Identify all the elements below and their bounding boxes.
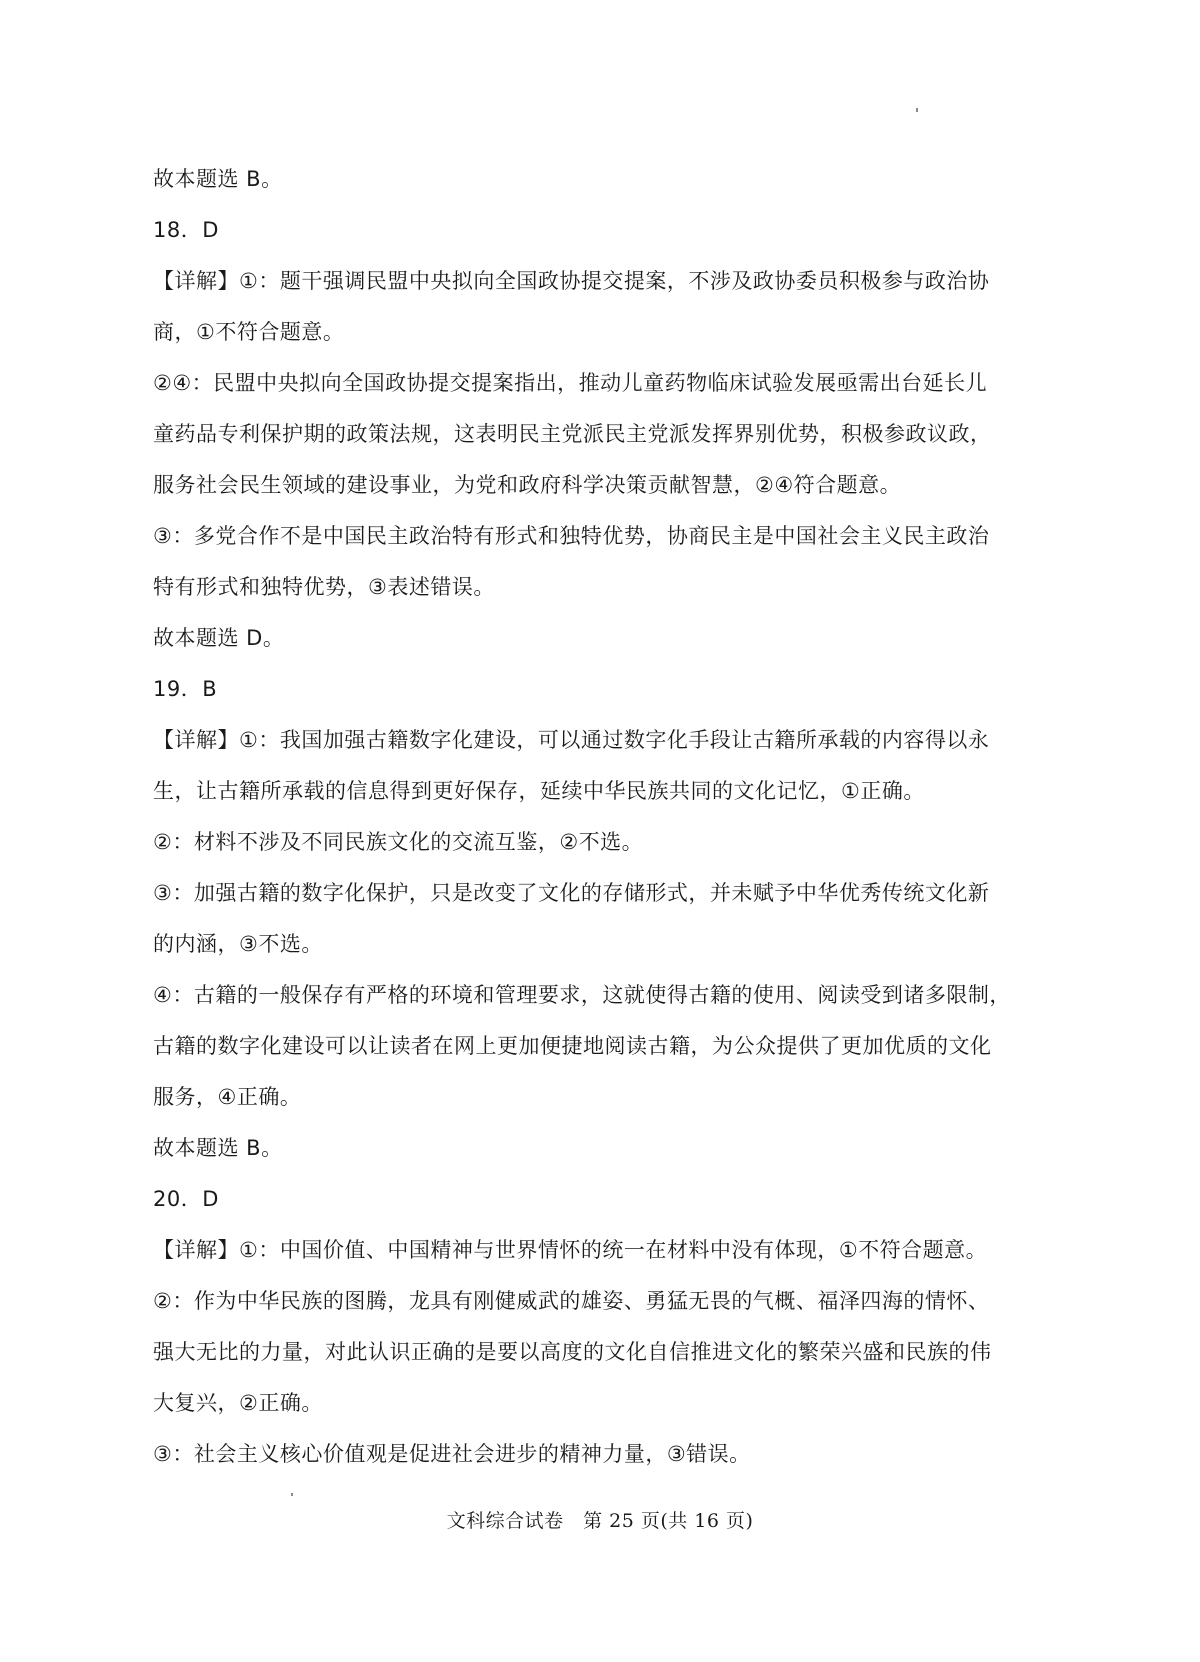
text-line: 服务，④正确。 bbox=[153, 1085, 302, 1109]
text-line: ③：社会主义核心价值观是促进社会进步的精神力量，③错误。 bbox=[153, 1442, 751, 1466]
answer-explanations bbox=[153, 154, 1048, 1480]
text-line: 服务社会民生领域的建设事业，为党和政府科学决策贡献智慧，②④符合题意。 bbox=[153, 473, 902, 497]
page-footer: 文科综合试卷 第 25 页(共 16 页) bbox=[446, 1510, 754, 1532]
text-line: 商，①不符合题意。 bbox=[153, 320, 345, 344]
text-line: 大复兴，②正确。 bbox=[153, 1391, 323, 1415]
text-line: ②④：民盟中央拟向全国政协提交提案指出，推动儿童药物临床试验发展亟需出台延长儿 bbox=[153, 371, 988, 395]
text-line: 故本题选 B。 bbox=[153, 1136, 283, 1160]
text-line: 的内涵，③不选。 bbox=[153, 932, 323, 956]
text-line: 【详解】①：中国价值、中国精神与世界情怀的统一在材料中没有体现，①不符合题意。 bbox=[153, 1238, 988, 1262]
text-line: 古籍的数字化建设可以让读者在网上更加便捷地阅读古籍，为公众提供了更加优质的文化 bbox=[153, 1034, 992, 1058]
text-line: 生，让古籍所承载的信息得到更好保存，延续中华民族共同的文化记忆，①正确。 bbox=[153, 779, 925, 803]
text-line: ③：加强古籍的数字化保护，只是改变了文化的存储形式，并未赋予中华优秀传统文化新 bbox=[153, 881, 990, 905]
text-line: ②：作为中华民族的图腾，龙具有刚健威武的雄姿、勇猛无畏的气概、福泽四海的情怀、 bbox=[153, 1289, 990, 1313]
text-line: ③：多党合作不是中国民主政治特有形式和独特优势，协商民主是中国社会主义民主政治 bbox=[153, 524, 990, 548]
text-line: 故本题选 D。 bbox=[153, 626, 285, 650]
question-number: 20．D bbox=[153, 1187, 219, 1211]
text-line: 强大无比的力量，对此认识正确的是要以高度的文化自信推进文化的繁荣兴盛和民族的伟 bbox=[153, 1340, 992, 1364]
question-number: 19．B bbox=[153, 677, 218, 701]
scan-mark bbox=[291, 1493, 293, 1496]
text-line: 【详解】①：我国加强古籍数字化建设，可以通过数字化手段让古籍所承载的内容得以永 bbox=[153, 728, 990, 752]
scan-mark bbox=[916, 108, 918, 112]
text-line: 故本题选 B。 bbox=[153, 167, 283, 191]
text-line: ②：材料不涉及不同民族文化的交流互鉴，②不选。 bbox=[153, 830, 644, 854]
text-line: 童药品专利保护期的政策法规，这表明民主党派民主党派发挥界别优势，积极参政议政， bbox=[153, 422, 992, 446]
text-line: 【详解】①：题干强调民盟中央拟向全国政协提交提案，不涉及政协委员积极参与政治协 bbox=[153, 269, 990, 293]
text-line: 特有形式和独特优势，③表述错误。 bbox=[153, 575, 495, 599]
text-line: ④：古籍的一般保存有严格的环境和管理要求，这就使得古籍的使用、阅读受到诸多限制， bbox=[153, 983, 1011, 1007]
question-number: 18．D bbox=[153, 218, 219, 242]
